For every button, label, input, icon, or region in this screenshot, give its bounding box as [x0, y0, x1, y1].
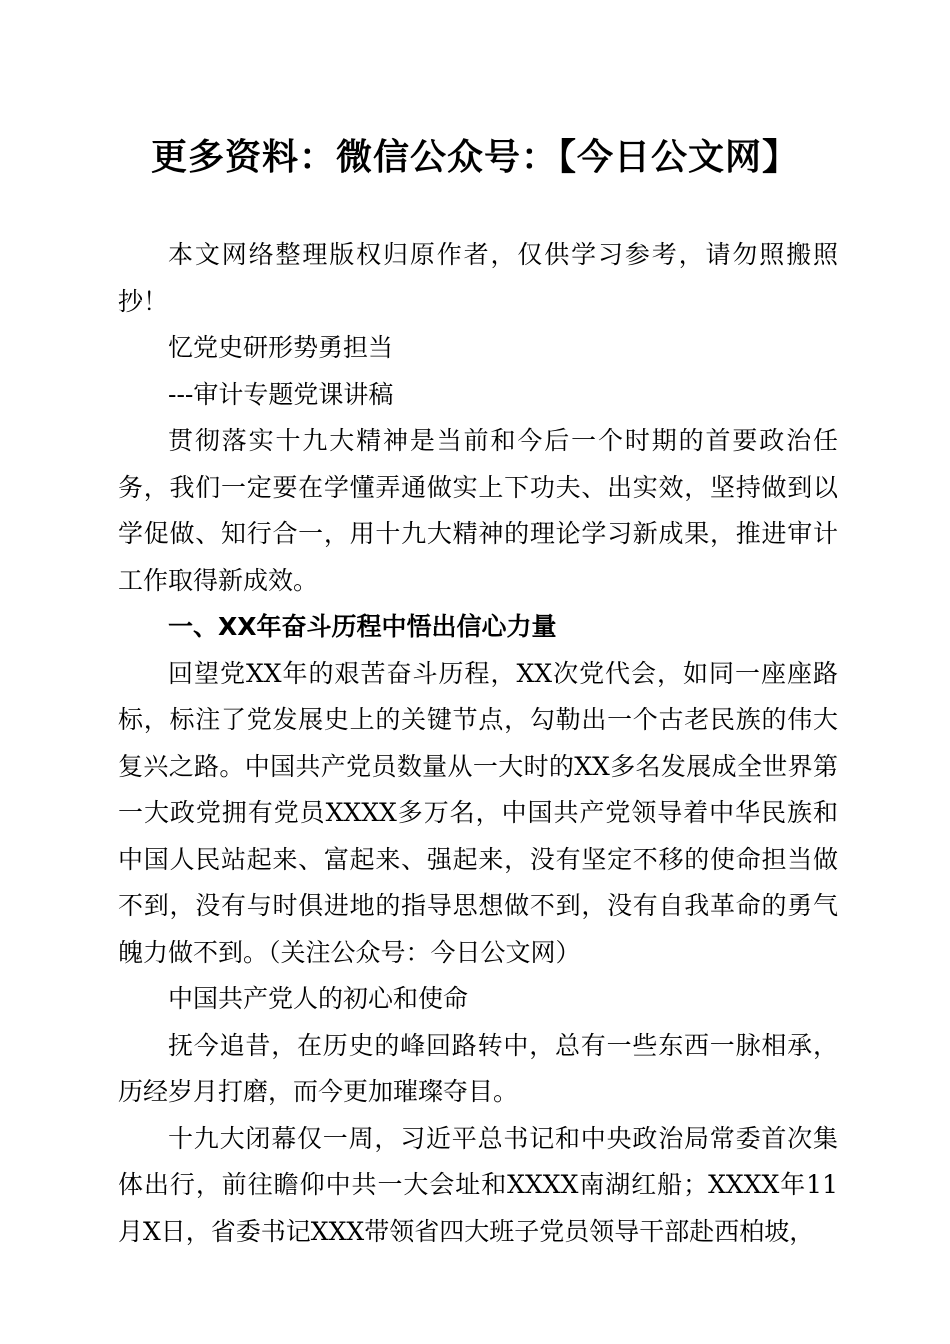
body-paragraph: 回望党XX年的艰苦奋斗历程，XX次党代会，如同一座座路标，标注了党发展史上的关键节点，勾勒出一个古老民族的伟大复兴之路。中国共产党员数量从一大时的XX多名发展成全世界第一大政党拥有党员XXXX多万名，中国共产党领导着中华民族和中国人民站起来、富起来、强起来，没有坚定不移的使命担当做不到，没有与时俱进地的指导思想做不到，没有自我革命的勇气魄力做不到。（关注公众号：今日公文网）: [118, 658, 838, 967]
banner-title: 更多资料：微信公众号：【今日公文网】: [150, 137, 799, 178]
sub-heading: 中国共产党人的初心和使命: [168, 984, 469, 1013]
body-paragraph: 十九大闭幕仅一周，习近平总书记和中央政治局常委首次集体出行，前往瞻仰中共一大会址和XXXX南湖红船；XXXX年11月X日，省委书记XXX带领省四大班子党员领导干部赴西柏坡，: [118, 1123, 838, 1246]
section-heading: 一、XX年奋斗历程中悟出信心力量: [168, 612, 557, 641]
body-paragraph: 贯彻落实十九大精神是当前和今后一个时期的首要政治任务，我们一定要在学懂弄通做实上下功夫、出实效，坚持做到以学促做、知行合一，用十九大精神的理论学习新成果，推进审计工作取得新成效。: [118, 426, 838, 595]
document-body: [118, 232, 838, 1255]
disclaimer-text: 本文网络整理版权归原作者，仅供学习参考，请勿照搬照抄！: [118, 240, 838, 316]
document-subtitle: ---审计专题党课讲稿: [168, 379, 394, 409]
document-title: 忆党史研形势勇担当: [168, 333, 394, 362]
body-paragraph: 抚今追昔，在历史的峰回路转中，总有一些东西一脉相承，历经岁月打磨，而今更加璀璨夺目。: [118, 1030, 838, 1106]
